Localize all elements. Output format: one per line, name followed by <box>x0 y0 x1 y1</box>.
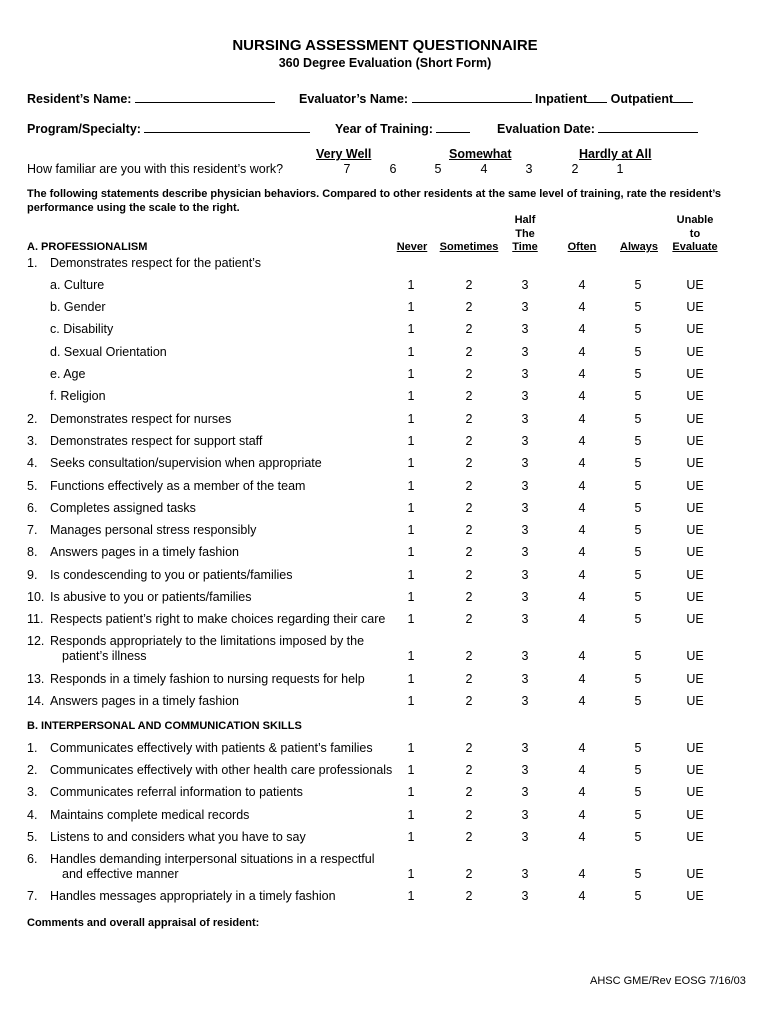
item-a1-sub-d-rating-5[interactable]: 5 <box>634 345 642 359</box>
item-a13-rating-2[interactable]: 2 <box>465 672 473 686</box>
eval-date-label: Evaluation Date: <box>497 122 595 136</box>
item-a1-sub-e-rating-1[interactable]: 1 <box>407 367 415 381</box>
evaluator-name-field <box>299 90 693 106</box>
anchor-somewhat: Somewhat <box>449 147 512 161</box>
item-b2-rating-2[interactable]: 2 <box>465 763 473 777</box>
item-a7-text: Manages personal stress responsibly <box>50 523 257 537</box>
item-a5-rating-1[interactable]: 1 <box>407 479 415 493</box>
item-a9-rating-5[interactable]: 5 <box>634 568 642 582</box>
outpatient-input[interactable] <box>673 90 693 103</box>
item-b5-rating-UE[interactable]: UE <box>686 830 704 844</box>
item-b3-rating-2[interactable]: 2 <box>465 785 473 799</box>
inpatient-label: Inpatient <box>535 92 588 106</box>
item-b1-rating-2[interactable]: 2 <box>465 741 473 755</box>
item-a12-rating-3[interactable]: 3 <box>521 649 529 663</box>
item-a8-rating-2[interactable]: 2 <box>465 545 473 559</box>
form-subtitle: 360 Degree Evaluation (Short Form) <box>278 56 492 70</box>
item-b5-rating-1[interactable]: 1 <box>407 830 415 844</box>
item-b3-rating-UE[interactable]: UE <box>686 785 704 799</box>
item-b3-rating-5[interactable]: 5 <box>634 785 642 799</box>
item-b3-rating-1[interactable]: 1 <box>407 785 415 799</box>
item-a14-number: 14. <box>27 694 45 708</box>
item-a8-text: Answers pages in a timely fashion <box>50 545 239 559</box>
item-b6-rating-3[interactable]: 3 <box>521 867 529 881</box>
item-b2-rating-UE[interactable]: UE <box>686 763 704 777</box>
item-a4-rating-1[interactable]: 1 <box>407 456 415 470</box>
item-b6-text-line2: and effective manner <box>62 867 179 881</box>
item-a7-rating-UE[interactable]: UE <box>686 523 704 537</box>
item-a13-text: Responds in a timely fashion to nursing requests for help <box>50 672 365 686</box>
section-b-heading: B. INTERPERSONAL AND COMMUNICATION SKILLS <box>27 720 302 732</box>
item-b1-rating-1[interactable]: 1 <box>407 741 415 755</box>
item-a9-text: Is condescending to you or patients/families <box>50 568 293 582</box>
item-a14-rating-1[interactable]: 1 <box>407 694 415 708</box>
program-label: Program/Specialty: <box>27 122 141 136</box>
item-b1-rating-4[interactable]: 4 <box>578 741 586 755</box>
item-b7-number: 7. <box>27 889 38 903</box>
familiarity-option-1[interactable]: 1 <box>616 162 624 176</box>
item-b4-rating-4[interactable]: 4 <box>578 808 586 822</box>
item-b7-rating-2[interactable]: 2 <box>465 889 473 903</box>
item-a1-sub-a-rating-4[interactable]: 4 <box>578 278 586 292</box>
item-b7-rating-1[interactable]: 1 <box>407 889 415 903</box>
item-a3-rating-5[interactable]: 5 <box>634 434 642 448</box>
item-a9-rating-4[interactable]: 4 <box>578 568 586 582</box>
item-a2-number: 2. <box>27 412 38 426</box>
item-b3-rating-3[interactable]: 3 <box>521 785 529 799</box>
item-a14-rating-4[interactable]: 4 <box>578 694 586 708</box>
item-a10-number: 10. <box>27 590 45 604</box>
item-a8-rating-3[interactable]: 3 <box>521 545 529 559</box>
section-a-heading: A. PROFESSIONALISM <box>27 241 148 253</box>
comments-label: Comments and overall appraisal of resident: <box>27 917 260 929</box>
item-a3-number: 3. <box>27 434 38 448</box>
item-a5-text: Functions effectively as a member of the team <box>50 479 306 493</box>
item-a10-rating-1[interactable]: 1 <box>407 590 415 604</box>
item-a1-sub-e-rating-5[interactable]: 5 <box>634 367 642 381</box>
item-a2-text: Demonstrates respect for nurses <box>50 412 232 426</box>
item-a6-rating-UE[interactable]: UE <box>686 501 704 515</box>
item-a1-sub-e-rating-2[interactable]: 2 <box>465 367 473 381</box>
item-a12-number: 12. <box>27 634 45 648</box>
resident-name-field <box>27 90 275 106</box>
item-a13-rating-1[interactable]: 1 <box>407 672 415 686</box>
item-a10-rating-3[interactable]: 3 <box>521 590 529 604</box>
item-b1-rating-3[interactable]: 3 <box>521 741 529 755</box>
item-a8-rating-UE[interactable]: UE <box>686 545 704 559</box>
item-a2-rating-4[interactable]: 4 <box>578 412 586 426</box>
item-a1-sub-c-label: c. Disability <box>50 322 114 336</box>
item-a8-number: 8. <box>27 545 38 559</box>
item-b6-rating-4[interactable]: 4 <box>578 867 586 881</box>
eval-date-input[interactable] <box>598 120 698 133</box>
header-often: Often <box>567 241 597 253</box>
item-a9-number: 9. <box>27 568 38 582</box>
item-b2-text: Communicates effectively with other health care professionals <box>50 763 393 777</box>
item-a1-sub-f-rating-5[interactable]: 5 <box>634 389 642 403</box>
item-a5-rating-UE[interactable]: UE <box>686 479 704 493</box>
item-b3-number: 3. <box>27 785 38 799</box>
program-input[interactable] <box>144 120 310 133</box>
item-a1-sub-e-rating-3[interactable]: 3 <box>521 367 529 381</box>
item-a14-rating-UE[interactable]: UE <box>686 694 704 708</box>
item-a1-sub-b-rating-3[interactable]: 3 <box>521 300 529 314</box>
header-unable-line3: Evaluate <box>672 241 718 253</box>
item-b6-rating-UE[interactable]: UE <box>686 867 704 881</box>
familiarity-option-7[interactable]: 7 <box>343 162 351 176</box>
item-a11-rating-3[interactable]: 3 <box>521 612 529 626</box>
item-a14-rating-5[interactable]: 5 <box>634 694 642 708</box>
header-unable-line2: to <box>689 227 701 240</box>
item-a2-rating-3[interactable]: 3 <box>521 412 529 426</box>
item-b2-rating-4[interactable]: 4 <box>578 763 586 777</box>
item-b4-rating-UE[interactable]: UE <box>686 808 704 822</box>
item-a1-sub-d-rating-UE[interactable]: UE <box>686 345 704 359</box>
item-b4-rating-1[interactable]: 1 <box>407 808 415 822</box>
item-a1-text: Demonstrates respect for the patient’s <box>50 256 261 270</box>
item-a1-sub-e-rating-UE[interactable]: UE <box>686 367 704 381</box>
item-a1-sub-c-rating-2[interactable]: 2 <box>465 322 473 336</box>
item-a6-text: Completes assigned tasks <box>50 501 196 515</box>
item-a1-sub-c-rating-1[interactable]: 1 <box>407 322 415 336</box>
item-a1-sub-a-rating-3[interactable]: 3 <box>521 278 529 292</box>
anchor-hardly-at-all: Hardly at All <box>579 147 652 161</box>
item-b7-text: Handles messages appropriately in a timely fashion <box>50 889 336 903</box>
item-a7-rating-5[interactable]: 5 <box>634 523 642 537</box>
item-a1-sub-e-rating-4[interactable]: 4 <box>578 367 586 381</box>
item-a9-rating-1[interactable]: 1 <box>407 568 415 582</box>
item-b4-rating-5[interactable]: 5 <box>634 808 642 822</box>
item-a7-number: 7. <box>27 523 38 537</box>
header-unable-to-evaluate <box>665 214 725 255</box>
item-a12-rating-5[interactable]: 5 <box>634 649 642 663</box>
form-title: NURSING ASSESSMENT QUESTIONNAIRE <box>232 37 538 54</box>
item-b7-rating-UE[interactable]: UE <box>686 889 704 903</box>
item-b7-rating-4[interactable]: 4 <box>578 889 586 903</box>
item-a1-sub-f-rating-1[interactable]: 1 <box>407 389 415 403</box>
resident-name-input[interactable] <box>135 90 275 103</box>
header-always: Always <box>620 241 658 253</box>
item-a4-rating-4[interactable]: 4 <box>578 456 586 470</box>
item-a11-number: 11. <box>27 612 44 626</box>
item-a1-sub-f-label: f. Religion <box>50 389 106 403</box>
item-b5-number: 5. <box>27 830 38 844</box>
item-a10-text: Is abusive to you or patients/families <box>50 590 252 604</box>
item-a1-sub-d-rating-4[interactable]: 4 <box>578 345 586 359</box>
item-a5-rating-4[interactable]: 4 <box>578 479 586 493</box>
item-a5-rating-5[interactable]: 5 <box>634 479 642 493</box>
item-a1-sub-a-rating-2[interactable]: 2 <box>465 278 473 292</box>
item-a10-rating-4[interactable]: 4 <box>578 590 586 604</box>
item-b3-text: Communicates referral information to patients <box>50 785 303 799</box>
item-a2-rating-UE[interactable]: UE <box>686 412 704 426</box>
item-a13-number: 13. <box>27 672 45 686</box>
eval-date-field <box>497 120 698 136</box>
instructions: The following statements describe physician behaviors. Compared to other residents at the same level of training, rate the resident’s performance using the scale to the right. <box>27 188 721 214</box>
item-b2-rating-1[interactable]: 1 <box>407 763 415 777</box>
item-a11-rating-2[interactable]: 2 <box>465 612 473 626</box>
item-a1-sub-d-rating-2[interactable]: 2 <box>465 345 473 359</box>
item-b6-text: Handles demanding interpersonal situations in a respectful <box>50 852 375 866</box>
item-a6-number: 6. <box>27 501 38 515</box>
item-a1-sub-b-label: b. Gender <box>50 300 106 314</box>
item-a1-sub-c-rating-UE[interactable]: UE <box>686 322 704 336</box>
item-a3-rating-1[interactable]: 1 <box>407 434 415 448</box>
item-a7-rating-4[interactable]: 4 <box>578 523 586 537</box>
item-b3-rating-4[interactable]: 4 <box>578 785 586 799</box>
item-a3-rating-2[interactable]: 2 <box>465 434 473 448</box>
item-b6-number: 6. <box>27 852 38 866</box>
item-a1-sub-b-rating-5[interactable]: 5 <box>634 300 642 314</box>
item-a12-text-line2: patient’s illness <box>62 649 147 663</box>
item-b2-number: 2. <box>27 763 38 777</box>
item-a4-rating-UE[interactable]: UE <box>686 456 704 470</box>
item-a1-sub-a-rating-UE[interactable]: UE <box>686 278 704 292</box>
item-a1-sub-e-label: e. Age <box>50 367 86 381</box>
item-b4-rating-2[interactable]: 2 <box>465 808 473 822</box>
item-a3-text: Demonstrates respect for support staff <box>50 434 263 448</box>
year-label: Year of Training: <box>335 122 433 136</box>
item-a1-sub-f-rating-3[interactable]: 3 <box>521 389 529 403</box>
familiarity-option-4[interactable]: 4 <box>480 162 488 176</box>
item-b5-text: Listens to and considers what you have to say <box>50 830 306 844</box>
item-a1-sub-c-rating-4[interactable]: 4 <box>578 322 586 336</box>
item-b1-rating-5[interactable]: 5 <box>634 741 642 755</box>
item-a1-sub-f-rating-4[interactable]: 4 <box>578 389 586 403</box>
item-a5-number: 5. <box>27 479 38 493</box>
item-a9-rating-2[interactable]: 2 <box>465 568 473 582</box>
item-b4-rating-3[interactable]: 3 <box>521 808 529 822</box>
item-a7-rating-1[interactable]: 1 <box>407 523 415 537</box>
year-field <box>335 120 470 136</box>
item-a14-rating-2[interactable]: 2 <box>465 694 473 708</box>
item-a1-sub-d-rating-1[interactable]: 1 <box>407 345 415 359</box>
item-a2-rating-2[interactable]: 2 <box>465 412 473 426</box>
item-b7-rating-5[interactable]: 5 <box>634 889 642 903</box>
item-a6-rating-2[interactable]: 2 <box>465 501 473 515</box>
header-unable-line1: Unable <box>676 214 714 226</box>
item-a1-sub-b-rating-4[interactable]: 4 <box>578 300 586 314</box>
inpatient-input[interactable] <box>587 90 607 103</box>
item-a6-rating-3[interactable]: 3 <box>521 501 529 515</box>
familiarity-option-6[interactable]: 6 <box>389 162 397 176</box>
resident-name-label: Resident’s Name: <box>27 92 132 106</box>
item-a1-sub-f-rating-2[interactable]: 2 <box>465 389 473 403</box>
familiarity-option-3[interactable]: 3 <box>525 162 533 176</box>
item-a4-rating-3[interactable]: 3 <box>521 456 529 470</box>
item-a4-rating-2[interactable]: 2 <box>465 456 473 470</box>
evaluator-name-label: Evaluator’s Name: <box>299 92 409 106</box>
item-a7-rating-2[interactable]: 2 <box>465 523 473 537</box>
header-never: Never <box>396 241 428 253</box>
item-a1-sub-d-label: d. Sexual Orientation <box>50 345 167 359</box>
item-b7-rating-3[interactable]: 3 <box>521 889 529 903</box>
item-a11-rating-1[interactable]: 1 <box>407 612 415 626</box>
item-a2-rating-5[interactable]: 5 <box>634 412 642 426</box>
item-b6-rating-1[interactable]: 1 <box>407 867 415 881</box>
item-a9-rating-UE[interactable]: UE <box>686 568 704 582</box>
item-a5-rating-3[interactable]: 3 <box>521 479 529 493</box>
item-a5-rating-2[interactable]: 2 <box>465 479 473 493</box>
item-a13-rating-5[interactable]: 5 <box>634 672 642 686</box>
familiarity-question: How familiar are you with this resident’s work? <box>27 162 284 176</box>
item-b5-rating-5[interactable]: 5 <box>634 830 642 844</box>
item-a1-sub-f-rating-UE[interactable]: UE <box>686 389 704 403</box>
item-b1-number: 1. <box>27 741 38 755</box>
item-a12-text: Responds appropriately to the limitations imposed by the <box>50 634 365 648</box>
familiarity-option-5[interactable]: 5 <box>434 162 442 176</box>
item-a10-rating-5[interactable]: 5 <box>634 590 642 604</box>
familiarity-option-2[interactable]: 2 <box>571 162 579 176</box>
item-b6-rating-5[interactable]: 5 <box>634 867 642 881</box>
item-a10-rating-2[interactable]: 2 <box>465 590 473 604</box>
header-half-the-time <box>500 214 550 255</box>
header-half-line1: Half <box>514 214 536 226</box>
item-a6-rating-5[interactable]: 5 <box>634 501 642 515</box>
item-a8-rating-5[interactable]: 5 <box>634 545 642 559</box>
item-a8-rating-1[interactable]: 1 <box>407 545 415 559</box>
item-b5-rating-4[interactable]: 4 <box>578 830 586 844</box>
item-a1-sub-d-rating-3[interactable]: 3 <box>521 345 529 359</box>
item-a12-rating-1[interactable]: 1 <box>407 649 415 663</box>
item-a1-sub-a-rating-1[interactable]: 1 <box>407 278 415 292</box>
item-a13-rating-UE[interactable]: UE <box>686 672 704 686</box>
item-a4-text: Seeks consultation/supervision when appropriate <box>50 456 322 470</box>
item-b5-rating-2[interactable]: 2 <box>465 830 473 844</box>
item-a1-sub-b-rating-2[interactable]: 2 <box>465 300 473 314</box>
item-b5-rating-3[interactable]: 3 <box>521 830 529 844</box>
item-a12-rating-4[interactable]: 4 <box>578 649 586 663</box>
header-half-line2: The <box>515 227 535 240</box>
item-a3-rating-UE[interactable]: UE <box>686 434 704 448</box>
item-a1-sub-a-label: a. Culture <box>50 278 105 292</box>
footer-revision: AHSC GME/Rev EOSG 7/16/03 <box>590 975 746 987</box>
item-a1-sub-c-rating-3[interactable]: 3 <box>521 322 529 336</box>
item-a10-rating-UE[interactable]: UE <box>686 590 704 604</box>
item-a12-rating-UE[interactable]: UE <box>686 649 704 663</box>
item-b4-number: 4. <box>27 808 38 822</box>
item-b2-rating-5[interactable]: 5 <box>634 763 642 777</box>
year-input[interactable] <box>436 120 470 133</box>
anchor-very-well: Very Well <box>316 147 372 161</box>
item-b2-rating-3[interactable]: 3 <box>521 763 529 777</box>
item-b4-text: Maintains complete medical records <box>50 808 250 822</box>
item-a11-rating-5[interactable]: 5 <box>634 612 642 626</box>
item-a1-sub-a-rating-5[interactable]: 5 <box>634 278 642 292</box>
item-a4-number: 4. <box>27 456 38 470</box>
item-a1-number: 1. <box>27 256 38 270</box>
item-b6-rating-2[interactable]: 2 <box>465 867 473 881</box>
item-a6-rating-1[interactable]: 1 <box>407 501 415 515</box>
item-a6-rating-4[interactable]: 4 <box>578 501 586 515</box>
item-a1-sub-c-rating-5[interactable]: 5 <box>634 322 642 336</box>
item-a2-rating-1[interactable]: 1 <box>407 412 415 426</box>
item-a11-text: Respects patient’s right to make choices regarding their care <box>50 612 386 626</box>
item-a8-rating-4[interactable]: 4 <box>578 545 586 559</box>
item-b1-text: Communicates effectively with patients & patient’s families <box>50 741 373 755</box>
item-a12-rating-2[interactable]: 2 <box>465 649 473 663</box>
item-a11-rating-4[interactable]: 4 <box>578 612 586 626</box>
item-a14-text: Answers pages in a timely fashion <box>50 694 239 708</box>
item-a13-rating-3[interactable]: 3 <box>521 672 529 686</box>
header-sometimes: Sometimes <box>439 241 499 253</box>
item-a11-rating-UE[interactable]: UE <box>686 612 704 626</box>
item-a3-rating-3[interactable]: 3 <box>521 434 529 448</box>
item-b1-rating-UE[interactable]: UE <box>686 741 704 755</box>
outpatient-label: Outpatient <box>610 92 674 106</box>
item-a7-rating-3[interactable]: 3 <box>521 523 529 537</box>
item-a3-rating-4[interactable]: 4 <box>578 434 586 448</box>
item-a4-rating-5[interactable]: 5 <box>634 456 642 470</box>
header-half-line3: Time <box>512 241 538 253</box>
item-a9-rating-3[interactable]: 3 <box>521 568 529 582</box>
evaluator-name-input[interactable] <box>412 90 532 103</box>
item-a13-rating-4[interactable]: 4 <box>578 672 586 686</box>
item-a1-sub-b-rating-1[interactable]: 1 <box>407 300 415 314</box>
program-field <box>27 120 310 136</box>
item-a14-rating-3[interactable]: 3 <box>521 694 529 708</box>
item-a1-sub-b-rating-UE[interactable]: UE <box>686 300 704 314</box>
